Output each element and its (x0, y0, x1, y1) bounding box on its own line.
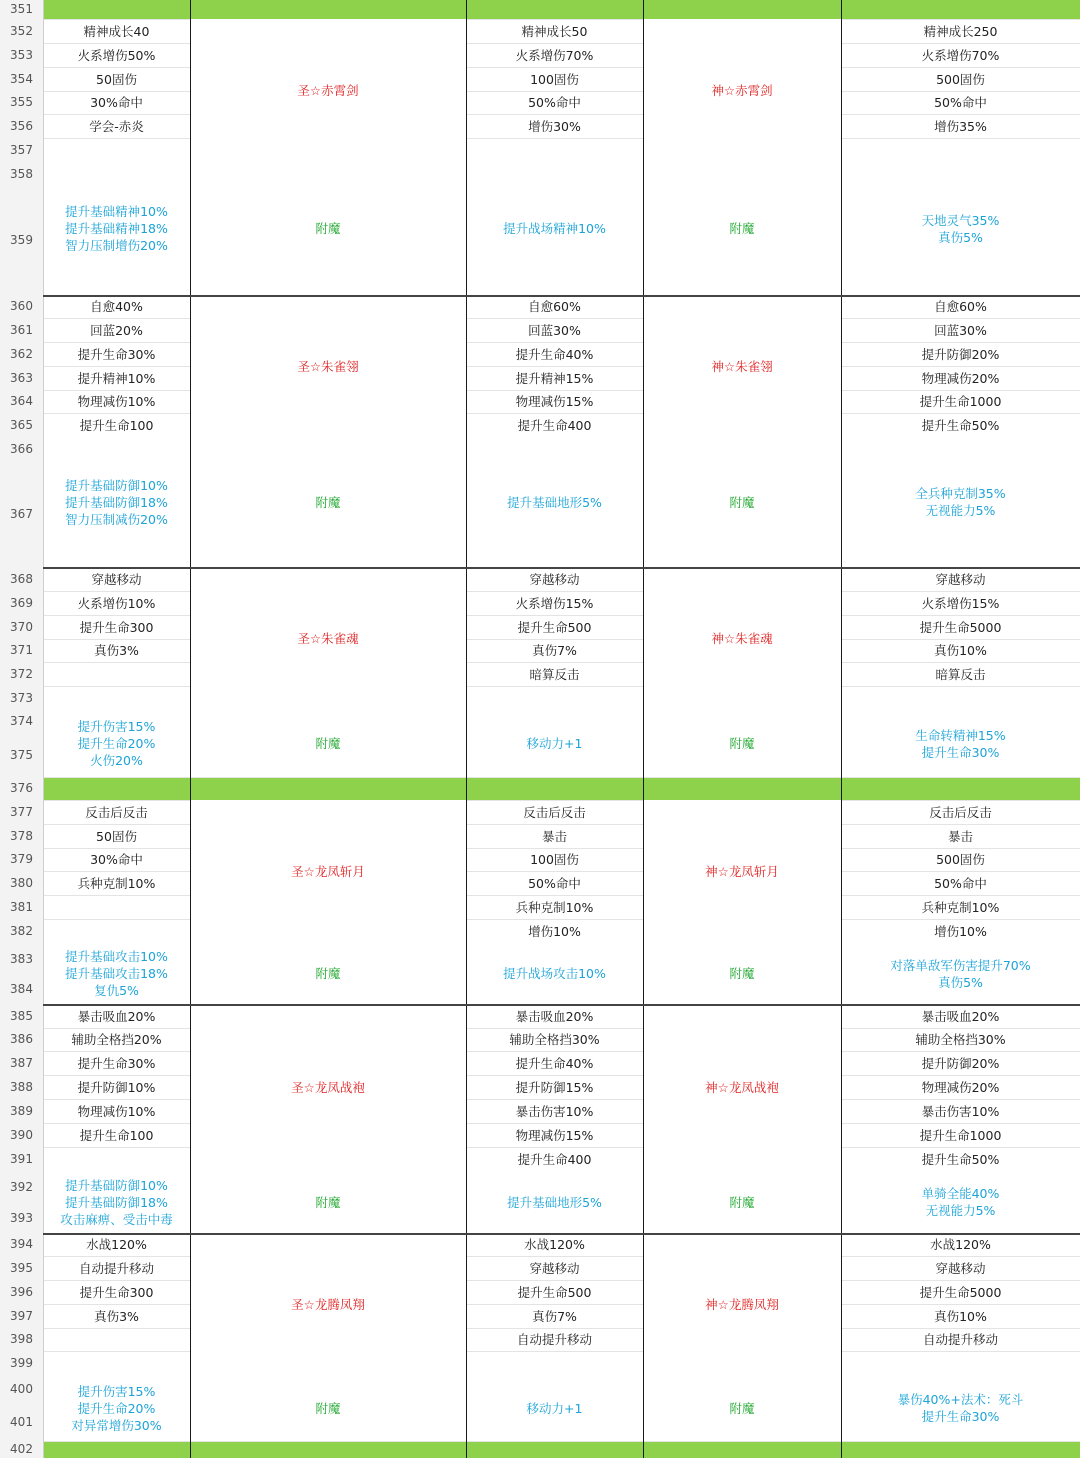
stat-cell[interactable]: 提升生命1000 (919, 394, 1002, 409)
enchant-label[interactable]: 附魔 (643, 1375, 841, 1441)
row-number[interactable]: 380 (0, 871, 43, 895)
stat-cell[interactable]: 增伤10% (934, 923, 987, 939)
row-number[interactable]: 358 (0, 162, 43, 186)
stat-cell[interactable]: 500固伤 (936, 71, 985, 87)
stat-cell[interactable] (43, 686, 190, 710)
row-number[interactable]: 385 (0, 1004, 43, 1028)
row-divider (0, 777, 1080, 778)
stat-cell[interactable]: 水战120% (930, 1237, 991, 1252)
column-border (841, 0, 842, 1458)
row-number[interactable]: 395 (0, 1256, 43, 1280)
column-border (466, 0, 467, 1458)
row-number[interactable]: 370 (0, 615, 43, 639)
row-number[interactable]: 363 (0, 366, 43, 390)
header-band (43, 0, 1080, 19)
row-number[interactable]: 401 (0, 1404, 43, 1441)
divine-enchant[interactable]: 天地灵气35% 真伤5% (841, 162, 1080, 295)
base-enchant[interactable]: 提升基础防御10% 提升基础防御18% 智力压制减伤20% (43, 437, 190, 567)
stat-cell[interactable]: 真伤3% (94, 643, 139, 658)
row-number[interactable]: 352 (0, 19, 43, 43)
enchant-label[interactable]: 附魔 (190, 162, 466, 295)
stat-cell[interactable]: 真伤10% (934, 1308, 987, 1324)
stat-cell[interactable]: 50%命中 (528, 875, 581, 891)
row-number[interactable]: 377 (0, 800, 43, 824)
stat-cell[interactable]: 50固伤 (96, 71, 137, 87)
holy-enchant[interactable]: 提升基础地形5% (466, 1171, 643, 1233)
holy-item-name[interactable]: 圣☆朱雀翎 (190, 295, 466, 437)
section-border (43, 295, 1080, 297)
stat-cell[interactable]: 自动提升移动 (516, 1332, 592, 1347)
enchant-label[interactable]: 附魔 (643, 1171, 841, 1233)
row-number[interactable]: 357 (0, 138, 43, 162)
row-number[interactable]: 366 (0, 437, 43, 461)
row-number[interactable]: 396 (0, 1280, 43, 1304)
column-border (643, 0, 644, 1458)
stat-cell[interactable]: 辅助全格挡30% (509, 1032, 600, 1047)
stat-cell[interactable]: 提升生命30% (77, 1055, 156, 1071)
stat-cell[interactable] (43, 1147, 190, 1171)
stat-cell[interactable] (841, 686, 1080, 710)
stat-cell[interactable]: 提升生命100 (79, 417, 154, 433)
stat-cell[interactable]: 提升生命50% (921, 1151, 1000, 1167)
stat-cell[interactable] (43, 1351, 190, 1375)
holy-enchant[interactable]: 移动力+1 (466, 710, 643, 777)
stat-cell[interactable]: 提升生命50% (921, 417, 1000, 433)
base-enchant[interactable]: 提升基础防御10% 提升基础防御18% 攻击麻痹、受击中毒 (43, 1171, 190, 1233)
stat-cell[interactable]: 物理减伤10% (77, 394, 156, 409)
enchant-label[interactable]: 附魔 (190, 1375, 466, 1441)
stat-cell[interactable]: 真伤3% (94, 1308, 139, 1324)
stat-cell[interactable]: 提升生命5000 (919, 619, 1002, 635)
stat-cell[interactable]: 水战120% (524, 1237, 585, 1252)
stat-cell[interactable]: 50%命中 (934, 95, 987, 110)
stat-cell[interactable]: 火系增伤15% (921, 595, 1000, 611)
row-number[interactable]: 384 (0, 975, 43, 1004)
enchant-label[interactable]: 附魔 (190, 1171, 466, 1233)
stat-cell[interactable]: 增伤10% (528, 923, 581, 939)
stat-cell[interactable]: 自愈40% (90, 299, 143, 314)
stat-cell[interactable] (43, 138, 190, 162)
stat-cell[interactable]: 暗算反击 (529, 666, 580, 682)
row-number[interactable]: 397 (0, 1304, 43, 1328)
enchant-label[interactable]: 附魔 (643, 162, 841, 295)
column-border (190, 0, 191, 1458)
stat-cell[interactable]: 50%命中 (528, 95, 581, 110)
stat-cell[interactable]: 自愈60% (528, 299, 581, 314)
stat-cell[interactable]: 穿越移动 (935, 571, 986, 587)
stat-cell[interactable]: 提升生命30% (77, 346, 156, 362)
stat-cell[interactable]: 暴击 (947, 828, 973, 844)
stat-cell[interactable]: 真伤7% (532, 1308, 577, 1324)
base-enchant[interactable]: 提升伤害15% 提升生命20% 火伤20% (43, 710, 190, 777)
row-number[interactable]: 393 (0, 1203, 43, 1233)
stat-cell[interactable]: 500固伤 (936, 852, 985, 867)
stat-cell[interactable]: 提升精神15% (515, 370, 594, 386)
row-number[interactable]: 399 (0, 1351, 43, 1375)
base-enchant[interactable]: 提升基础攻击10% 提升基础攻击18% 复仇5% (43, 943, 190, 1004)
row-number[interactable]: 381 (0, 895, 43, 919)
row-number[interactable]: 400 (0, 1375, 43, 1404)
enchant-label[interactable]: 附魔 (643, 437, 841, 567)
stat-cell[interactable] (841, 138, 1080, 162)
stat-cell[interactable]: 暴击 (541, 828, 567, 844)
row-number[interactable]: 353 (0, 43, 43, 67)
row-number[interactable]: 361 (0, 318, 43, 342)
divine-enchant[interactable]: 生命转精神15% 提升生命30% (841, 710, 1080, 777)
stat-cell[interactable]: 暗算反击 (935, 666, 986, 682)
stat-cell[interactable]: 50固伤 (96, 828, 137, 844)
stat-cell[interactable]: 暴击伤害10% (515, 1103, 594, 1119)
stat-cell[interactable]: 提升精神10% (77, 370, 156, 386)
divine-item-name[interactable]: 神☆龙凤战袍 (643, 1004, 841, 1171)
stat-cell[interactable]: 提升生命500 (517, 619, 592, 635)
stat-cell[interactable] (841, 1351, 1080, 1375)
row-number[interactable]: 369 (0, 591, 43, 615)
stat-cell[interactable] (466, 138, 643, 162)
stat-cell[interactable]: 物理减伤20% (921, 370, 1000, 386)
section-border (43, 1233, 1080, 1235)
row-number[interactable]: 387 (0, 1051, 43, 1075)
row-number[interactable]: 374 (0, 710, 43, 733)
stat-cell[interactable]: 火系增伤10% (77, 595, 156, 611)
row-number[interactable]: 367 (0, 461, 43, 567)
stat-cell[interactable]: 提升生命100 (79, 1127, 154, 1143)
row-number[interactable]: 376 (0, 777, 43, 800)
stat-cell[interactable] (43, 1328, 190, 1351)
stat-cell[interactable]: 反击后反击 (523, 804, 586, 820)
enchant-label[interactable]: 附魔 (643, 710, 841, 777)
stat-cell[interactable]: 兵种克制10% (77, 875, 156, 891)
stat-cell[interactable] (43, 662, 190, 686)
stat-cell[interactable]: 真伤10% (934, 643, 987, 658)
row-number[interactable]: 394 (0, 1233, 43, 1256)
header-band (43, 777, 1080, 800)
stat-cell[interactable]: 30%命中 (90, 95, 143, 110)
stat-cell[interactable]: 暴击伤害10% (921, 1103, 1000, 1119)
holy-item-name[interactable]: 圣☆朱雀魂 (190, 567, 466, 710)
stat-cell[interactable]: 100固伤 (530, 852, 579, 867)
divine-enchant[interactable]: 对落单敌军伤害提升70% 真伤5% (841, 943, 1080, 1004)
stat-cell[interactable]: 水战120% (86, 1237, 147, 1252)
row-number[interactable]: 360 (0, 295, 43, 318)
stat-cell[interactable]: 提升生命40% (515, 1055, 594, 1071)
stat-cell[interactable]: 100固伤 (530, 71, 579, 87)
row-number[interactable]: 364 (0, 390, 43, 413)
row-number[interactable]: 359 (0, 186, 43, 295)
stat-cell[interactable]: 回蓝30% (528, 322, 581, 338)
stat-cell[interactable] (466, 1351, 643, 1375)
stat-cell[interactable]: 提升生命400 (517, 417, 592, 433)
stat-cell[interactable]: 辅助全格挡30% (915, 1032, 1006, 1047)
row-number[interactable]: 354 (0, 67, 43, 91)
row-number[interactable]: 391 (0, 1147, 43, 1171)
stat-cell[interactable]: 精神成长50 (521, 23, 588, 39)
stat-cell[interactable]: 反击后反击 (85, 804, 148, 820)
stat-cell[interactable]: 提升生命5000 (919, 1284, 1002, 1300)
row-number[interactable]: 373 (0, 686, 43, 710)
holy-item-name[interactable]: 圣☆龙凤斩月 (190, 800, 466, 943)
stat-cell[interactable]: 回蓝30% (934, 322, 987, 338)
stat-cell[interactable]: 物理减伤20% (921, 1079, 1000, 1095)
row-number[interactable]: 375 (0, 733, 43, 777)
divine-enchant[interactable]: 暴伤40%+法术：死斗 提升生命30% (841, 1375, 1080, 1441)
holy-enchant[interactable]: 提升战场精神10% (466, 162, 643, 295)
stat-cell[interactable]: 火系增伤70% (921, 47, 1000, 63)
stat-cell[interactable]: 暴击吸血20% (515, 1008, 594, 1024)
row-number[interactable]: 356 (0, 114, 43, 138)
stat-cell[interactable]: 50%命中 (934, 875, 987, 891)
stat-cell[interactable]: 暴击吸血20% (921, 1008, 1000, 1024)
stat-cell[interactable]: 回蓝20% (90, 322, 143, 338)
row-number[interactable]: 371 (0, 639, 43, 662)
stat-cell[interactable]: 学会-赤炎 (89, 118, 144, 134)
stat-cell[interactable]: 物理减伤15% (515, 1127, 594, 1143)
holy-enchant[interactable]: 提升基础地形5% (466, 437, 643, 567)
section-border (43, 1004, 1080, 1006)
stat-cell[interactable]: 物理减伤10% (77, 1103, 156, 1119)
row-number[interactable]: 398 (0, 1328, 43, 1351)
stat-cell[interactable]: 辅助全格挡20% (71, 1032, 162, 1047)
stat-cell[interactable]: 提升生命400 (517, 1151, 592, 1167)
stat-cell[interactable]: 提升生命1000 (919, 1127, 1002, 1143)
stat-cell[interactable]: 提升生命300 (79, 619, 154, 635)
divine-item-name[interactable]: 神☆龙腾凤翔 (643, 1233, 841, 1375)
stat-cell[interactable]: 兵种克制10% (515, 899, 594, 915)
stat-cell[interactable]: 自愈60% (934, 299, 987, 314)
stat-cell[interactable]: 真伤7% (532, 643, 577, 658)
stat-cell[interactable]: 反击后反击 (929, 804, 992, 820)
stat-cell[interactable]: 增伤30% (528, 118, 581, 134)
stat-cell[interactable]: 自动提升移动 (922, 1332, 998, 1347)
row-number[interactable]: 383 (0, 943, 43, 975)
enchant-label[interactable]: 附魔 (190, 710, 466, 777)
row-number[interactable]: 402 (0, 1441, 43, 1458)
stat-cell[interactable]: 火系增伤15% (515, 595, 594, 611)
row-number-border (43, 0, 44, 1458)
stat-cell[interactable]: 提升生命40% (515, 346, 594, 362)
enchant-label[interactable]: 附魔 (643, 943, 841, 1004)
holy-item-name[interactable]: 圣☆龙腾凤翔 (190, 1233, 466, 1375)
row-number[interactable]: 388 (0, 1075, 43, 1099)
stat-cell[interactable]: 火系增伤70% (515, 47, 594, 63)
row-number[interactable]: 378 (0, 824, 43, 848)
stat-cell[interactable]: 30%命中 (90, 852, 143, 867)
stat-cell[interactable]: 穿越移动 (529, 1260, 580, 1276)
divine-item-name[interactable]: 神☆龙凤斩月 (643, 800, 841, 943)
divine-enchant[interactable]: 单骑全能40% 无视能力5% (841, 1171, 1080, 1233)
row-number[interactable]: 362 (0, 342, 43, 366)
stat-cell[interactable]: 穿越移动 (935, 1260, 986, 1276)
stat-cell[interactable]: 提升防御10% (77, 1079, 156, 1095)
divine-item-name[interactable]: 神☆朱雀翎 (643, 295, 841, 437)
stat-cell[interactable]: 提升防御20% (921, 346, 1000, 362)
row-number[interactable]: 389 (0, 1099, 43, 1123)
holy-enchant[interactable]: 移动力+1 (466, 1375, 643, 1441)
divine-item-name[interactable]: 神☆朱雀魂 (643, 567, 841, 710)
divine-enchant[interactable]: 全兵种克制35% 无视能力5% (841, 437, 1080, 567)
stat-cell[interactable] (43, 919, 190, 943)
stat-cell[interactable]: 暴击吸血20% (77, 1008, 156, 1024)
stat-cell[interactable]: 火系增伤50% (77, 47, 156, 63)
divine-item-name[interactable]: 神☆赤霄剑 (643, 19, 841, 162)
stat-cell[interactable]: 提升生命500 (517, 1284, 592, 1300)
stat-cell[interactable]: 提升防御20% (921, 1055, 1000, 1071)
row-number[interactable]: 392 (0, 1171, 43, 1203)
stat-cell[interactable]: 穿越移动 (529, 571, 580, 587)
row-number[interactable]: 365 (0, 413, 43, 437)
holy-item-name[interactable]: 圣☆赤霄剑 (190, 19, 466, 162)
row-number[interactable]: 355 (0, 91, 43, 114)
row-number[interactable]: 379 (0, 848, 43, 871)
stat-cell[interactable] (466, 686, 643, 710)
row-number[interactable]: 386 (0, 1028, 43, 1051)
section-border (43, 567, 1080, 569)
holy-enchant[interactable]: 提升战场攻击10% (466, 943, 643, 1004)
enchant-label[interactable]: 附魔 (190, 437, 466, 567)
base-enchant[interactable]: 提升基础精神10% 提升基础精神18% 智力压制增伤20% (43, 162, 190, 295)
header-band (43, 1441, 1080, 1458)
enchant-label[interactable]: 附魔 (190, 943, 466, 1004)
row-number[interactable]: 351 (0, 0, 43, 19)
base-enchant[interactable]: 提升伤害15% 提升生命20% 对异常增伤30% (43, 1375, 190, 1441)
row-number[interactable]: 372 (0, 662, 43, 686)
stat-cell[interactable] (43, 895, 190, 919)
stat-cell[interactable]: 精神成长250 (923, 23, 998, 39)
row-number[interactable]: 368 (0, 567, 43, 591)
row-number[interactable]: 390 (0, 1123, 43, 1147)
stat-cell[interactable]: 穿越移动 (91, 571, 142, 587)
stat-cell[interactable]: 提升防御15% (515, 1079, 594, 1095)
stat-cell[interactable]: 提升生命300 (79, 1284, 154, 1300)
stat-cell[interactable]: 精神成长40 (83, 23, 150, 39)
stat-cell[interactable]: 增伤35% (934, 118, 987, 134)
holy-item-name[interactable]: 圣☆龙凤战袍 (190, 1004, 466, 1171)
stat-cell[interactable]: 自动提升移动 (78, 1260, 154, 1276)
stat-cell[interactable]: 物理减伤15% (515, 394, 594, 409)
row-number[interactable]: 382 (0, 919, 43, 943)
row-divider (0, 1441, 1080, 1442)
stat-cell[interactable]: 兵种克制10% (921, 899, 1000, 915)
